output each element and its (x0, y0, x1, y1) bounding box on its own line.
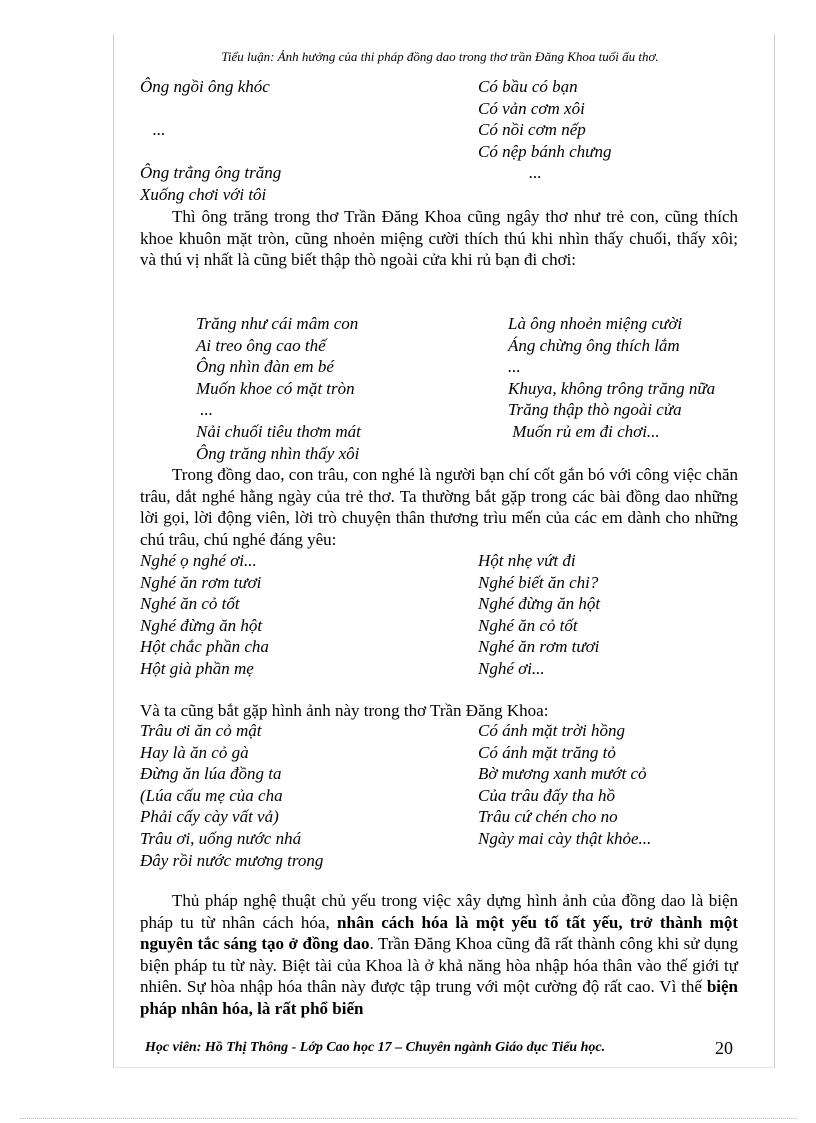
paragraph-4 (140, 890, 738, 1020)
poem-line: Đừng ăn lúa đồng ta (140, 764, 282, 784)
poem-line: Hột nhẹ vứt đi (478, 551, 576, 570)
poem-line: Ông ngồi ông khóc (140, 77, 270, 96)
poem-4-left (140, 720, 323, 871)
running-header: Tiểu luận: Ảnh hưởng của thi pháp đồng dao trong thơ trần Đăng Khoa tuổi ấu thơ. (221, 49, 659, 64)
poem-line: Muốn khoe có mặt tròn (196, 378, 355, 398)
poem-line: Trâu ơi, uống nước nhá (140, 828, 302, 848)
poem-line: Có vản cơm xôi (478, 98, 585, 118)
poem-line: Hột già phần mẹ (140, 658, 254, 678)
poem-line: Nghé ơi... (478, 658, 545, 678)
poem-line: Xuống chơi với tôi (140, 184, 267, 204)
poem-line: (Lúa cấu mẹ của cha (140, 785, 283, 805)
poem-line: Phải cấy cày vất vả) (140, 807, 279, 827)
poem-line: ... (140, 120, 166, 140)
poem-line: ... (508, 357, 521, 377)
poem-line: Nghé đừng ăn hột (140, 615, 263, 635)
poem-line: Có nệp bánh chưng (478, 141, 612, 161)
poem-line: Nghé ăn cỏ tốt (478, 615, 578, 635)
poem-line: Nghé ăn cỏ tốt (140, 594, 240, 614)
poem-line: ... (196, 400, 213, 420)
poem-line: Áng chừng ông thích lắm (508, 335, 680, 355)
poem-2-left (196, 313, 361, 464)
poem-line: Nghé ọ nghé ơi... (140, 551, 257, 570)
poem-3-right (478, 550, 600, 680)
page-number: 20 (715, 1038, 733, 1058)
poem-4-right (478, 720, 651, 850)
poem-line: Có bầu có bạn (478, 77, 578, 96)
poem-line: Trăng thập thò ngoài cửa (508, 400, 682, 420)
poem-line: Đây rồi nước mương trong (140, 850, 324, 870)
poem-line: Ngày mai cày thật khỏe... (478, 828, 652, 848)
poem-line: Có ánh mặt trời hồng (478, 721, 625, 740)
poem-line: Nải chuối tiêu thơm mát (196, 421, 361, 441)
page-bottom-rule (20, 1118, 796, 1119)
paragraph-4-text-1: Thủ pháp nghệ thuật chủ yếu trong việc xây dựng hình ảnh của đồng dao là biện pháp tu từ nhân cách hóa, (140, 891, 738, 932)
poem-line: Nghé ăn rơm tươi (478, 637, 600, 657)
poem-1-right (478, 76, 611, 184)
poem-line: Nghé biết ăn chi? (478, 572, 599, 592)
poem-line: Ai treo ông cao thế (196, 335, 326, 355)
paragraph-4-bold-1: nhân cách hóa là một yếu tố tất yếu, trở thành một nguyên tắc sáng tạo ở đồng dao (140, 912, 739, 954)
paragraph-4-text-2: . Trần Đăng Khoa cũng đã rất thành công khi sử dụng biện pháp tu từ này. Biệt tài của Khoa là ở khả năng hòa nhập hóa thân vào thế giới tự nhiên. Sự hòa nhập hóa thân này được tập trung với một cường độ rất cao. Vì thế (140, 934, 739, 997)
footer-author: Học viên: Hồ Thị Thông - Lớp Cao học 17 – Chuyên ngành Giáo dục Tiểu học. (145, 1040, 606, 1055)
poem-line: Ông trẳng ông trăng (140, 163, 282, 183)
poem-line: Hay là ăn cỏ gà (140, 742, 249, 762)
poem-line: Có ánh mặt trăng tỏ (478, 742, 616, 762)
poem-line: Ông nhìn đàn em bé (196, 357, 334, 377)
poem-line: Khuya, không trông trăng nữa (508, 378, 716, 398)
poem-line: Của trâu đấy tha hồ (478, 785, 615, 805)
poem-line: ... (478, 163, 542, 183)
poem-line: Hột chắc phần cha (140, 637, 269, 657)
poem-line: Nghé đừng ăn hột (478, 594, 601, 614)
paragraph-3: Và ta cũng bắt gặp hình ảnh này trong thơ Trần Đăng Khoa: (140, 701, 549, 720)
poem-line (140, 141, 281, 163)
poem-line: Nghé ăn rơm tươi (140, 572, 262, 592)
paragraph-2: Trong đồng dao, con trâu, con nghé là người bạn chí cốt gắn bó với công việc chăn trâu, dắt nghé hằng ngày của trẻ thơ. Ta thường bắt gặp trong các bài đồng dao những lời gọi, lời động viên, lời trò chuyện thân thương trìu mến của các em dành cho những chú trâu, chú nghé đáng yêu: (140, 465, 738, 549)
poem-line: Ông trăng nhìn thấy xôi (196, 443, 360, 463)
poem-3-left (140, 550, 269, 680)
poem-1-left (140, 76, 281, 206)
poem-line: Có nồi cơm nếp (478, 120, 586, 140)
paragraph-1: Thì ông trăng trong thơ Trần Đăng Khoa cũng ngây thơ như trẻ con, cũng thích khoe khuôn mặt tròn, cũng nhoẻn miệng cười thích thú khi nhìn thấy chuối, thấy xôi; và thú vị nhất là cũng biết thập thò ngoài cửa khi rủ bạn đi chơi: (140, 207, 738, 270)
poem-line (140, 98, 281, 120)
poem-line: Là ông nhoẻn miệng cười (508, 314, 683, 333)
poem-line: Muốn rủ em đi chơi... (508, 421, 660, 441)
poem-line: Bờ mương xanh mướt cỏ (478, 764, 647, 784)
poem-line: Trăng như cái mâm con (196, 314, 359, 333)
poem-line: Trâu cứ chén cho no (478, 807, 618, 827)
paragraph-4-bold-2: biện pháp nhân hóa, là rất phổ biến (140, 977, 738, 1018)
poem-2-right (508, 313, 715, 443)
poem-line: Trâu ơi ăn cỏ mật (140, 721, 262, 740)
